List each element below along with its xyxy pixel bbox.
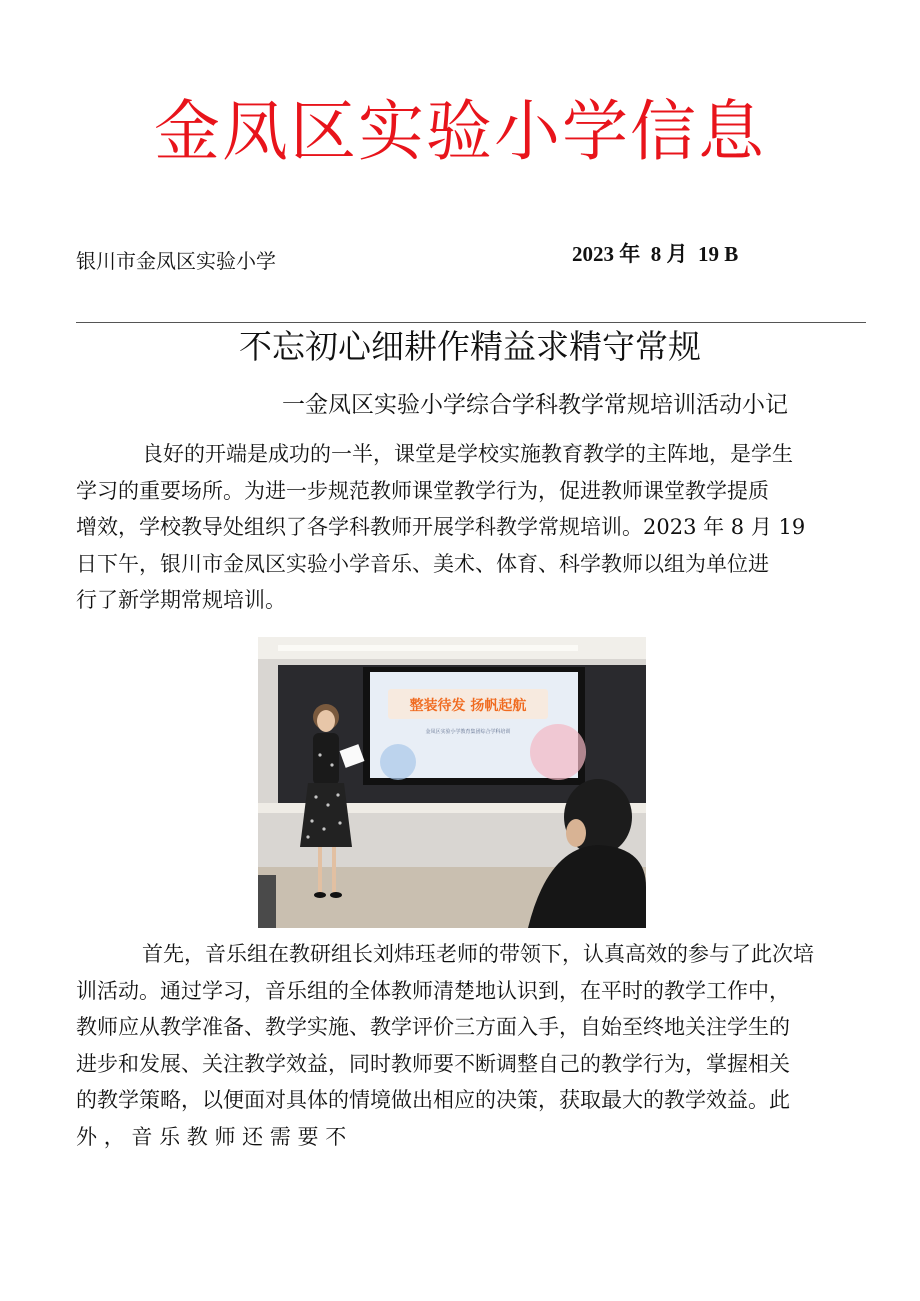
char: 师 [214,1124,236,1149]
char: 不 [325,1124,347,1149]
issue-date: 2023 年 8 月 19 B [572,242,739,266]
paragraph-intro [76,436,866,619]
char: 教 [186,1124,208,1149]
char: 需 [269,1124,291,1149]
text-line: 首先，音乐组在教研组长刘炜珏老师的带领下，认真高效的参与了此次培 [142,942,814,966]
text-line: 训活动。通过学习，音乐组的全体教师清楚地认识到，在平时的教学工作中， [76,978,790,1003]
text-line: 进步和发展、关注教学效益，同时教师要不断调整自己的教学行为，掌握相关 [76,1051,790,1076]
text-line: 的教学策略，以便面对具体的情境做出相应的决策，获取最大的教学效益。此 [76,1088,790,1112]
char: 要 [297,1124,319,1149]
char: 乐 [159,1124,181,1149]
training-photo [258,637,646,928]
article-title: 不忘初心细耕作精益求精守常规 [239,327,701,366]
char: 外 [76,1124,97,1149]
screen-caption: 金凤区实验小学教育集团综合学科培训 [425,729,511,735]
text-line: 教师应从教学准备、教学实施、教学评价三方面入手，自始至终地关注学生的 [76,1015,790,1039]
char: 音 [131,1124,153,1149]
school-name: 银川市金凤区实验小学 [76,249,276,273]
text-line: 增效，学校教导处组织了各学科教师开展学科教学常规培训。2023 年 8 月 19 [76,515,806,539]
newsletter-masthead: 金凤区实验小学信息 [154,93,766,170]
text-line: 学习的重要场所。为进一步规范教师课堂教学行为，促进教师课堂教学提质 [76,478,769,503]
header-divider [76,322,866,323]
text-line-justified [76,1119,866,1156]
text-line: 日下午，银川市金凤区实验小学音乐、美术、体育、科学教师以组为单位进 [76,551,769,576]
text-line: 良好的开端是成功的一半，课堂是学校实施教育教学的主阵地，是学生 [142,442,793,466]
article-subtitle: 一金凤区实验小学综合学科教学常规培训活动小记 [282,392,788,418]
paragraph-music-group [76,936,866,1155]
char: 还 [242,1124,264,1149]
char: ， [103,1124,125,1149]
screen-title: 整装待发 扬帆起航 [409,698,527,714]
text-line: 行了新学期常规培训。 [76,588,286,612]
